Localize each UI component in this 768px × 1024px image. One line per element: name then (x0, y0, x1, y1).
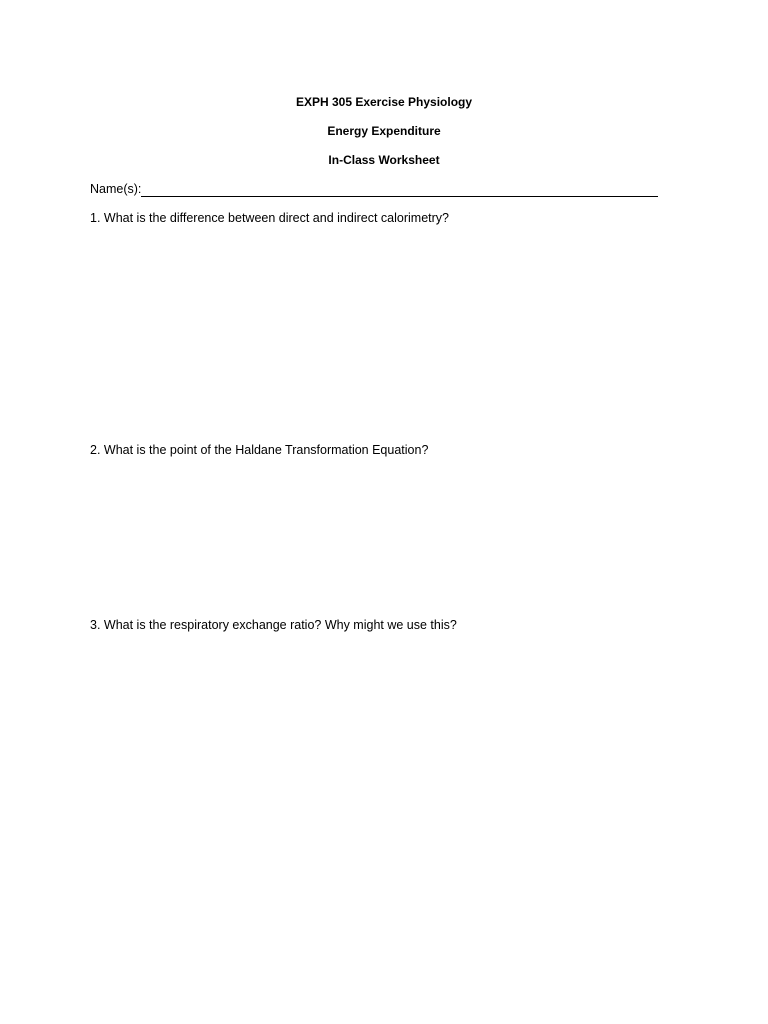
name-field-label: Name(s): (90, 182, 142, 196)
name-field-row (90, 181, 658, 197)
question-1: 1. What is the difference between direct and indirect calorimetry? (90, 211, 449, 225)
question-3: 3. What is the respiratory exchange ratio? Why might we use this? (90, 618, 457, 632)
worksheet-title: In-Class Worksheet (328, 153, 440, 167)
course-title: EXPH 305 Exercise Physiology (295, 95, 473, 109)
name-blank-line[interactable] (141, 184, 658, 197)
question-2: 2. What is the point of the Haldane Transformation Equation? (90, 443, 429, 457)
topic-title: Energy Expenditure (327, 124, 441, 138)
